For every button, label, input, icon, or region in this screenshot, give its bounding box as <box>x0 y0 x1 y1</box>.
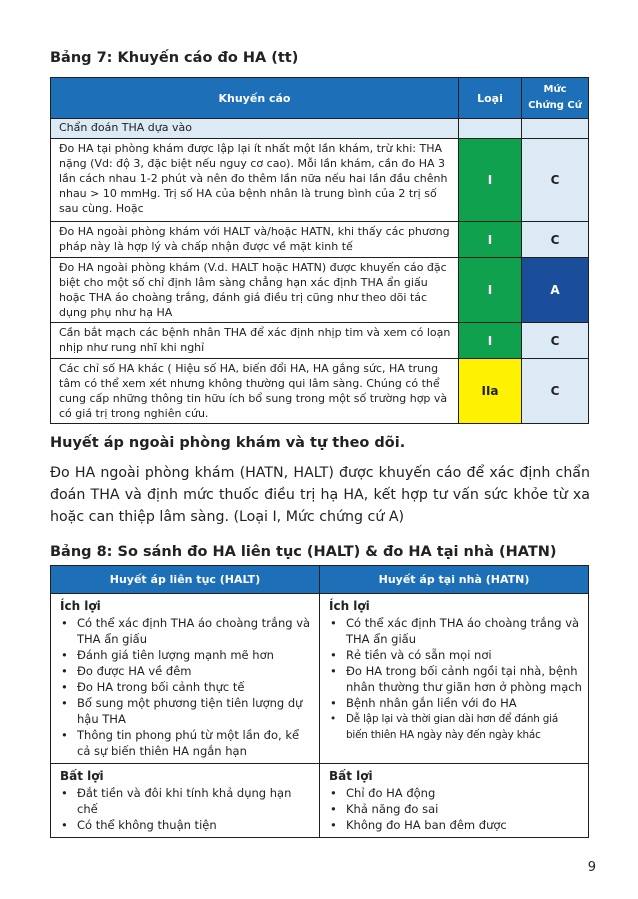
table8-title: Bảng 8: So sánh đo HA liên tục (HALT) & đo HA tại nhà (HATN) <box>50 544 557 560</box>
recommendation-text: Đo HA ngoài phòng khám với HALT và/hoặc HATN, khi thấy các phương pháp này là hợp lý và chấp nhận được về mặt kinh tế <box>51 222 459 258</box>
list-item: • Không đo HA ban đêm được <box>329 817 582 833</box>
section-label: Chẩn đoán THA dựa vào <box>51 119 459 139</box>
list-item: • Đắt tiền và đôi khi tính khả dụng hạn chế <box>60 785 313 817</box>
table-row <box>51 258 589 323</box>
class-cell: I <box>459 258 522 323</box>
recommendation-text: Cần bắt mạch các bệnh nhân THA để xác định nhịp tim và xem có loạn nhịp như rung nhĩ khi nghỉ <box>51 323 459 359</box>
page-number: 9 <box>587 860 596 875</box>
benefits-label: Ích lợi <box>60 599 101 613</box>
table-row <box>51 359 589 424</box>
table7-section-row <box>51 119 589 139</box>
list-item: • Bệnh nhân gắn liền với đo HA <box>329 695 582 711</box>
list-item: • Bổ sung một phương tiện tiên lượng dự hậu THA <box>60 695 313 727</box>
table7-header-row <box>51 78 589 119</box>
body-paragraph: Đo HA ngoài phòng khám (HATN, HALT) được khuyến cáo để xác định chẩn đoán THA và định mức thuốc điều trị hạ HA, kết hợp tư vấn sức khỏe từ xa hoặc can thiệp lâm sàng. (Loại I, Mức chứng cứ A) <box>50 465 590 525</box>
evidence-header-line2: Chứng Cứ <box>528 100 582 111</box>
class-cell: I <box>459 139 522 222</box>
halt-drawbacks-list <box>60 785 313 833</box>
list-item: • Chỉ đo HA động <box>329 785 582 801</box>
halt-benefits-cell <box>51 594 320 764</box>
evidence-header-line1: Mức <box>543 84 567 95</box>
list-item: • Đánh giá tiên lượng mạnh mẽ hơn <box>60 647 313 663</box>
list-item: • Đo HA trong bối cảnh thực tế <box>60 679 313 695</box>
hatn-drawbacks-cell <box>320 764 589 838</box>
evidence-header <box>522 78 589 119</box>
table-row <box>51 323 589 359</box>
table7-title: Bảng 7: Khuyến cáo đo HA (tt) <box>50 50 299 66</box>
halt-header: Huyết áp liên tục (HALT) <box>51 566 320 594</box>
section-blank-class <box>459 119 522 139</box>
recommendation-text: Đo HA tại phòng khám được lập lại ít nhất một lần khám, trừ khi: THA nặng (Vd: độ 3, đặc biệt nếu nguy cơ cao). Mỗi lần khám, cần đo HA 3 lần cách nhau 1-2 phút và nên đo thêm lần nữa nếu hai lần đầu chênh nhau > 10 mmHg. Trị số HA của bệnh nhân là trung bình của 2 trị số sau cùng. Hoặc <box>51 139 459 222</box>
section-heading: Huyết áp ngoài phòng khám và tự theo dõi. <box>50 435 406 451</box>
halt-benefits-list <box>60 615 313 759</box>
hatn-benefits-list <box>329 615 582 743</box>
halt-drawbacks-cell <box>51 764 320 838</box>
comparison-table <box>50 565 589 838</box>
evidence-cell: C <box>522 222 589 258</box>
drawbacks-label: Bất lợi <box>329 769 373 783</box>
list-item: • Dễ lập lại và thời gian dài hơn để đánh giá biến thiên HA ngày này đến ngày khác <box>329 711 582 743</box>
section-blank-evidence <box>522 119 589 139</box>
table8-header-row <box>51 566 589 594</box>
list-item: • Thông tin phong phú từ một lần đo, kể cả sự biến thiên HA ngắn hạn <box>60 727 313 759</box>
benefits-label: Ích lợi <box>329 599 370 613</box>
list-item: • Rẻ tiền và có sẵn mọi nơi <box>329 647 582 663</box>
evidence-cell: C <box>522 323 589 359</box>
class-cell: IIa <box>459 359 522 424</box>
list-item: • Có thể xác định THA áo choàng trắng và THA ẩn giấu <box>329 615 582 647</box>
class-cell: I <box>459 323 522 359</box>
drawbacks-row <box>51 764 589 838</box>
evidence-cell: C <box>522 359 589 424</box>
list-item: • Khả năng đo sai <box>329 801 582 817</box>
list-item: • Có thể không thuận tiện <box>60 817 313 833</box>
list-item: • Đo được HA về đêm <box>60 663 313 679</box>
class-cell: I <box>459 222 522 258</box>
evidence-cell: C <box>522 139 589 222</box>
list-item: • Đo HA trong bối cảnh ngồi tại nhà, bệnh nhân thường thư giãn hơn ở phòng mạch <box>329 663 582 695</box>
recommendation-header: Khuyến cáo <box>51 78 459 119</box>
hatn-benefits-cell <box>320 594 589 764</box>
list-item: • Có thể xác định THA áo choàng trắng và THA ẩn giấu <box>60 615 313 647</box>
table-row <box>51 139 589 222</box>
hatn-drawbacks-list <box>329 785 582 833</box>
hatn-header: Huyết áp tại nhà (HATN) <box>320 566 589 594</box>
table-row <box>51 222 589 258</box>
drawbacks-label: Bất lợi <box>60 769 104 783</box>
recommendation-table <box>50 77 589 424</box>
evidence-cell: A <box>522 258 589 323</box>
recommendation-text: Đo HA ngoài phòng khám (V.d. HALT hoặc HATN) được khuyến cáo đặc biệt cho một số chỉ định lâm sàng chẳng hạn xác định THA ẩn giấu hoặc THA áo choàng trắng, đánh giá điều trị cũng như theo dõi tác dụng phụ như hạ HA <box>51 258 459 323</box>
class-header: Loại <box>459 78 522 119</box>
recommendation-text: Các chỉ số HA khác ( Hiệu số HA, biến đổi HA, HA gắng sức, HA trung tâm có thể xem xét nhưng không thường qui lâm sàng. Chúng có thể cung cấp những thông tin hữu ích bổ sung trong một số trường hợp và có giá trị trong nghiên cứu. <box>51 359 459 424</box>
benefits-row <box>51 594 589 764</box>
